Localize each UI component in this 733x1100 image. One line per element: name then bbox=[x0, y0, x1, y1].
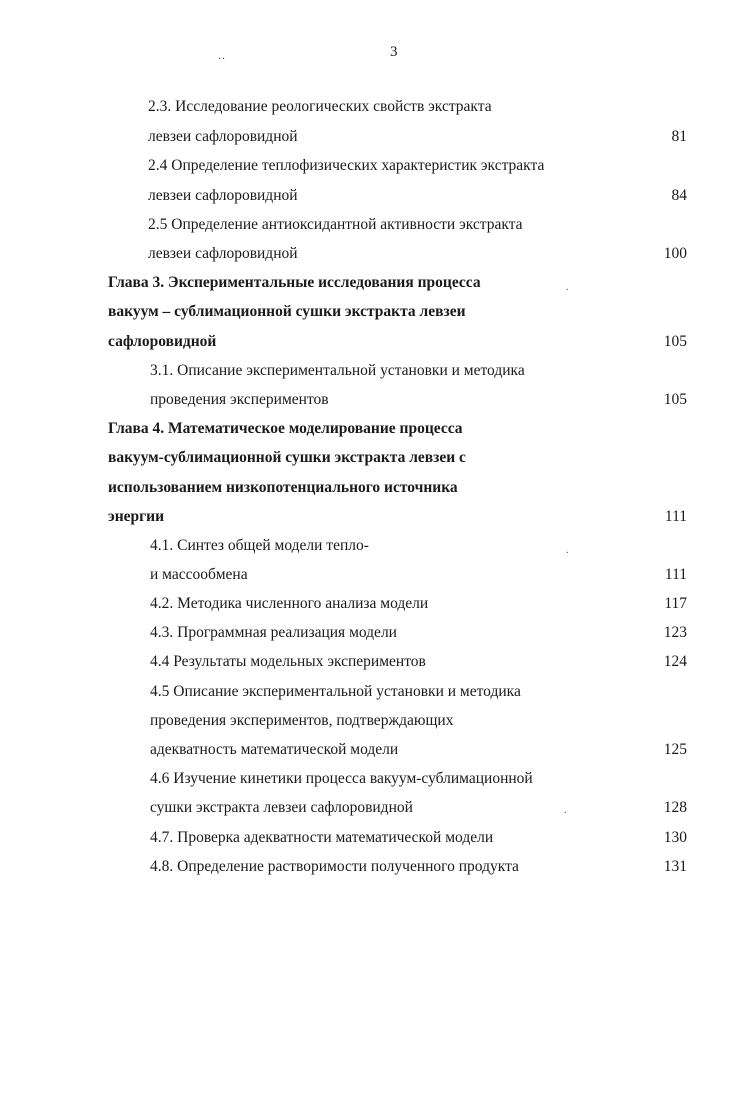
toc-chapter-3-line2: вакуум – сублимационной сушки экстракта левзеи bbox=[108, 303, 466, 320]
toc-page-2-3: 81 bbox=[671, 128, 687, 145]
toc-page-4-5: 125 bbox=[663, 741, 687, 758]
toc-page-4-1: 111 bbox=[664, 566, 687, 583]
toc-entry-2-5-line1: 2.5 Определение антиоксидантной активности экстракта bbox=[148, 216, 523, 233]
toc-entry-4-1-line1: 4.1. Синтез общей модели тепло- bbox=[150, 537, 369, 554]
toc-page-4-2: 117 bbox=[664, 595, 687, 612]
toc-entry-4-6-line2: сушки экстракта левзеи сафлоровидной bbox=[150, 799, 413, 816]
toc-entry-4-5-line2: проведения экспериментов, подтверждающих bbox=[150, 712, 454, 729]
toc-entry-4-5-line1: 4.5 Описание экспериментальной установки и методика bbox=[150, 683, 521, 700]
toc-page-2-5: 100 bbox=[663, 245, 687, 262]
toc-entry-2-4-line2: левзеи сафлоровидной bbox=[148, 187, 298, 204]
toc-page-chapter-3: 105 bbox=[663, 333, 687, 350]
toc-entry-2-5-line2: левзеи сафлоровидной bbox=[148, 245, 298, 262]
toc-entry-2-3-line2: левзеи сафлоровидной bbox=[148, 128, 298, 145]
scan-mark: .. bbox=[218, 48, 226, 62]
toc-chapter-3-line3: сафлоровидной bbox=[108, 333, 217, 350]
toc-chapter-4-line2: вакуум-сублимационной сушки экстракта левзеи с bbox=[108, 449, 466, 466]
toc-page-2-4: 84 bbox=[671, 187, 687, 204]
toc-entry-4-4: 4.4 Результаты модельных экспериментов bbox=[150, 653, 426, 670]
toc-entry-4-3: 4.3. Программная реализация модели bbox=[150, 624, 397, 641]
toc-chapter-3-line1: Глава 3. Экспериментальные исследования процесса bbox=[108, 274, 481, 291]
scan-speck: . bbox=[566, 282, 569, 293]
toc-entry-2-4-line1: 2.4 Определение теплофизических характеристик экстракта bbox=[148, 157, 545, 174]
toc-entry-2-3-line1: 2.3. Исследование реологических свойств экстракта bbox=[148, 98, 492, 115]
scan-speck: . bbox=[564, 805, 567, 816]
toc-entry-4-1-line2: и массообмена bbox=[150, 566, 248, 583]
toc-page-4-3: 123 bbox=[663, 624, 687, 641]
toc-entry-4-6-line1: 4.6 Изучение кинетики процесса вакуум-сублимационной bbox=[150, 770, 533, 787]
toc-entry-3-1-line1: 3.1. Описание экспериментальной установки и методика bbox=[150, 362, 525, 379]
scan-speck: . bbox=[566, 545, 569, 556]
toc-entry-4-5-line3: адекватность математической модели bbox=[150, 741, 399, 758]
toc-chapter-4-line1: Глава 4. Математическое моделирование процесса bbox=[108, 420, 463, 437]
toc-page-3-1: 105 bbox=[663, 391, 687, 408]
toc-page-chapter-4: 111 bbox=[664, 508, 687, 525]
toc-page-4-6: 128 bbox=[663, 799, 687, 816]
toc-page-4-7: 130 bbox=[663, 829, 687, 846]
toc-page-4-8: 131 bbox=[663, 858, 687, 875]
toc-chapter-4-line4: энергии bbox=[108, 508, 165, 525]
page-number: 3 bbox=[390, 44, 398, 60]
toc-page-4-4: 124 bbox=[663, 653, 687, 670]
toc-entry-4-2: 4.2. Методика численного анализа модели bbox=[150, 595, 429, 612]
toc-entry-4-7: 4.7. Проверка адекватности математической модели bbox=[150, 829, 494, 846]
toc-entry-4-8: 4.8. Определение растворимости полученного продукта bbox=[150, 858, 519, 875]
toc-entry-3-1-line2: проведения экспериментов bbox=[150, 391, 329, 408]
toc-chapter-4-line3: использованием низкопотенциального источника bbox=[108, 479, 458, 496]
